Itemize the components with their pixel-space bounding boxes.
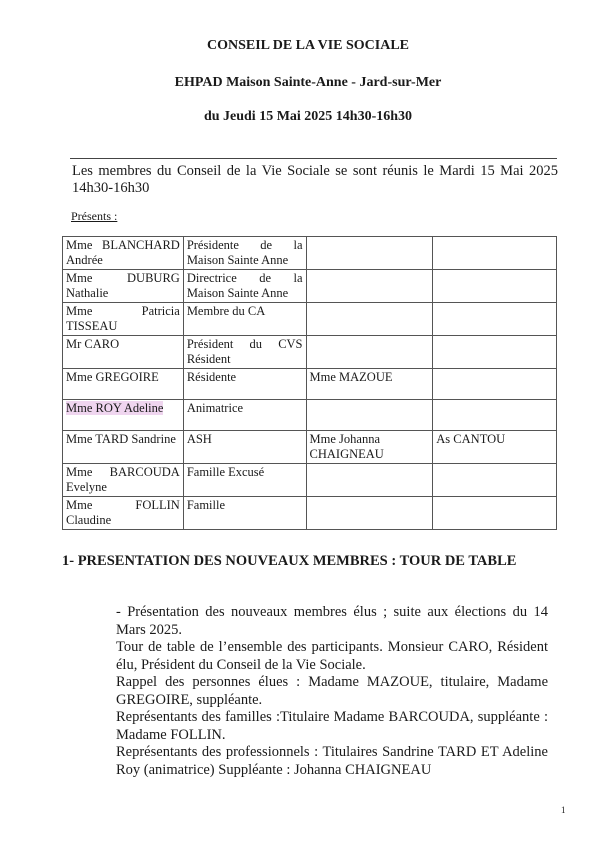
cell-text: Mme TARD Sandrine bbox=[66, 432, 176, 446]
cell-text: Mme GREGOIRE bbox=[66, 370, 159, 384]
table-row bbox=[63, 303, 557, 336]
cell-text: Famille bbox=[186, 498, 226, 512]
table-cell bbox=[306, 336, 433, 369]
table-cell bbox=[183, 270, 306, 303]
cell-text: ASH bbox=[186, 432, 212, 446]
table-cell bbox=[183, 497, 306, 530]
table-cell bbox=[183, 464, 306, 497]
cell-text: Présidente de la Maison Sainte Anne bbox=[186, 238, 303, 267]
table-row bbox=[63, 237, 557, 270]
presents-label: Présents : bbox=[71, 209, 118, 223]
table-cell bbox=[433, 369, 557, 400]
cell-text: Résidente bbox=[186, 370, 237, 384]
table-cell bbox=[183, 336, 306, 369]
table-cell bbox=[183, 237, 306, 270]
table-cell bbox=[433, 400, 557, 431]
table-cell bbox=[63, 431, 184, 464]
table-cell bbox=[433, 336, 557, 369]
table-row bbox=[63, 497, 557, 530]
table-cell bbox=[306, 400, 433, 431]
cell-text: Mme FOLLIN Claudine bbox=[66, 498, 180, 527]
table-cell bbox=[63, 369, 184, 400]
cell-text: Président du CVS Résident bbox=[186, 337, 303, 366]
table-cell bbox=[63, 464, 184, 497]
table-cell bbox=[306, 303, 433, 336]
table-cell bbox=[306, 464, 433, 497]
section-body bbox=[116, 604, 548, 779]
page-number: 1 bbox=[561, 805, 566, 815]
paragraph: Rappel des personnes élues : Madame MAZOUE, titulaire, Madame GREGOIRE, suppléante. bbox=[116, 674, 548, 708]
table-cell bbox=[183, 369, 306, 400]
header-rule bbox=[70, 158, 557, 159]
cell-text: Mme BLANCHARD Andrée bbox=[66, 238, 180, 267]
table-cell bbox=[433, 497, 557, 530]
table-cell bbox=[306, 237, 433, 270]
table-cell bbox=[433, 303, 557, 336]
table-row bbox=[63, 431, 557, 464]
table-cell bbox=[63, 497, 184, 530]
cell-text: As CANTOU bbox=[436, 432, 506, 446]
cell-text: Mme BARCOUDA Evelyne bbox=[66, 465, 180, 494]
table-row bbox=[63, 464, 557, 497]
table-cell bbox=[63, 270, 184, 303]
table-row bbox=[63, 400, 557, 431]
cell-text: Directrice de la Maison Sainte Anne bbox=[186, 271, 303, 300]
table-cell bbox=[183, 303, 306, 336]
paragraph: Tour de table de l’ensemble des participants. Monsieur CARO, Résident élu, Président du Conseil de la Vie Sociale. bbox=[116, 639, 548, 673]
table-cell bbox=[306, 497, 433, 530]
table-cell bbox=[306, 369, 433, 400]
paragraph: - Présentation des nouveaux membres élus ; suite aux élections du 14 Mars 2025. bbox=[116, 604, 548, 638]
table-cell bbox=[433, 237, 557, 270]
table-row bbox=[63, 270, 557, 303]
table-cell bbox=[183, 431, 306, 464]
table-row bbox=[63, 369, 557, 400]
cell-text: Mme ROY Adeline bbox=[66, 401, 164, 415]
table-cell bbox=[306, 431, 433, 464]
document-title: CONSEIL DE LA VIE SOCIALE bbox=[206, 38, 410, 53]
establishment-name: EHPAD Maison Sainte-Anne - Jard-sur-Mer bbox=[174, 75, 442, 90]
table-cell bbox=[63, 237, 184, 270]
table-cell bbox=[183, 400, 306, 431]
paragraph: Représentants des familles :Titulaire Madame BARCOUDA, suppléante : Madame FOLLIN. bbox=[116, 709, 548, 743]
table-cell bbox=[433, 464, 557, 497]
table-cell bbox=[433, 431, 557, 464]
table-cell bbox=[63, 336, 184, 369]
section-title: 1- PRESENTATION DES NOUVEAUX MEMBRES : TOUR DE TABLE bbox=[62, 553, 517, 569]
paragraph: Représentants des professionnels : Titulaires Sandrine TARD ET Adeline Roy (animatrice) Suppléante : Johanna CHAIGNEAU bbox=[116, 744, 548, 778]
cell-text: Mme MAZOUE bbox=[309, 370, 393, 384]
cell-text: Famille Excusé bbox=[186, 465, 265, 479]
cell-text: Mr CARO bbox=[66, 337, 120, 351]
cell-text: Animatrice bbox=[186, 401, 244, 415]
meeting-date: du Jeudi 15 Mai 2025 14h30-16h30 bbox=[203, 109, 413, 124]
cell-text: Mme DUBURG Nathalie bbox=[66, 271, 180, 300]
table-row bbox=[63, 336, 557, 369]
table-cell bbox=[433, 270, 557, 303]
table-cell bbox=[63, 400, 184, 431]
intro-text: Les membres du Conseil de la Vie Sociale se sont réunis le Mardi 15 Mai 2025 14h30-16h30 bbox=[72, 163, 558, 196]
table-cell bbox=[306, 270, 433, 303]
cell-text: Mme Patricia TISSEAU bbox=[66, 304, 180, 333]
cell-text: Mme Johanna CHAIGNEAU bbox=[309, 432, 384, 461]
cell-text: Membre du CA bbox=[186, 304, 266, 318]
table-cell bbox=[63, 303, 184, 336]
members-table bbox=[62, 236, 557, 530]
